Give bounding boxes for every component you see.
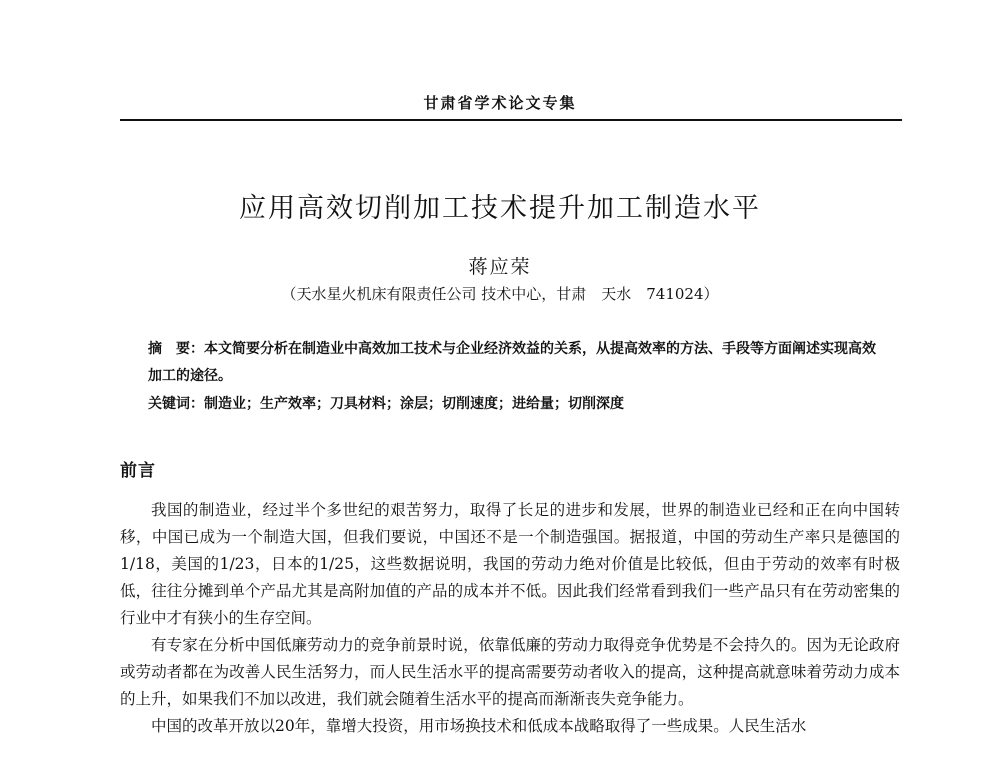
body-paragraph: 我国的制造业，经过半个多世纪的艰苦努力，取得了长足的进步和发展，世界的制造业已经和正在向中国转移，中国已成为一个制造大国，但我们要说，中国还不是一个制造强国。据报道，中国的劳动生产率只是德国的1/18，美国的1/23，日本的1/25，这些数据说明，我国的劳动力绝对价值是比较低，但由于劳动的效率有时极低，往往分摊到单个产品尤其是高附加值的产品的成本并不低。因此我们经常看到我们一些产品只有在劳动密集的行业中才有狭小的生存空间。 xyxy=(120,501,900,627)
abstract-text: 本文简要分析在制造业中高效加工技术与企业经济效益的关系，从提高效率的方法、手段等方面阐述实现高效加工的途径。 xyxy=(148,341,876,384)
author-affiliation: （天水星火机床有限责任公司 技术中心，甘肃 天水 741024） xyxy=(281,285,719,303)
keywords-text: 制造业；生产效率；刀具材料；涂层；切削速度；进给量；切削深度 xyxy=(204,396,624,412)
body-paragraph: 有专家在分析中国低廉劳动力的竞争前景时说，依靠低廉的劳动力取得竞争优势是不会持久的。因为无论政府或劳动者都在为改善人民生活努力，而人民生活水平的提高需要劳动者收入的提高，这种提高就意味着劳动力成本的上升，如果我们不加以改进，我们就会随着生活水平的提高而渐渐丧失竞争能力。 xyxy=(120,636,900,708)
section-body xyxy=(120,497,900,740)
abstract xyxy=(148,336,888,390)
header-rule xyxy=(120,119,902,121)
body-paragraph: 中国的改革开放以20年，靠增大投资，用市场换技术和低成本战略取得了一些成果。人民生活水 xyxy=(151,717,807,735)
journal-header: 甘肃省学术论文专集 xyxy=(423,94,577,112)
author-name: 蒋应荣 xyxy=(468,256,532,278)
abstract-label: 摘 要： xyxy=(148,341,204,357)
section-heading: 前言 xyxy=(120,461,156,481)
keywords xyxy=(148,391,888,418)
article-title: 应用高效切削加工技术提升加工制造水平 xyxy=(239,193,761,225)
keywords-label: 关键词： xyxy=(148,396,204,412)
